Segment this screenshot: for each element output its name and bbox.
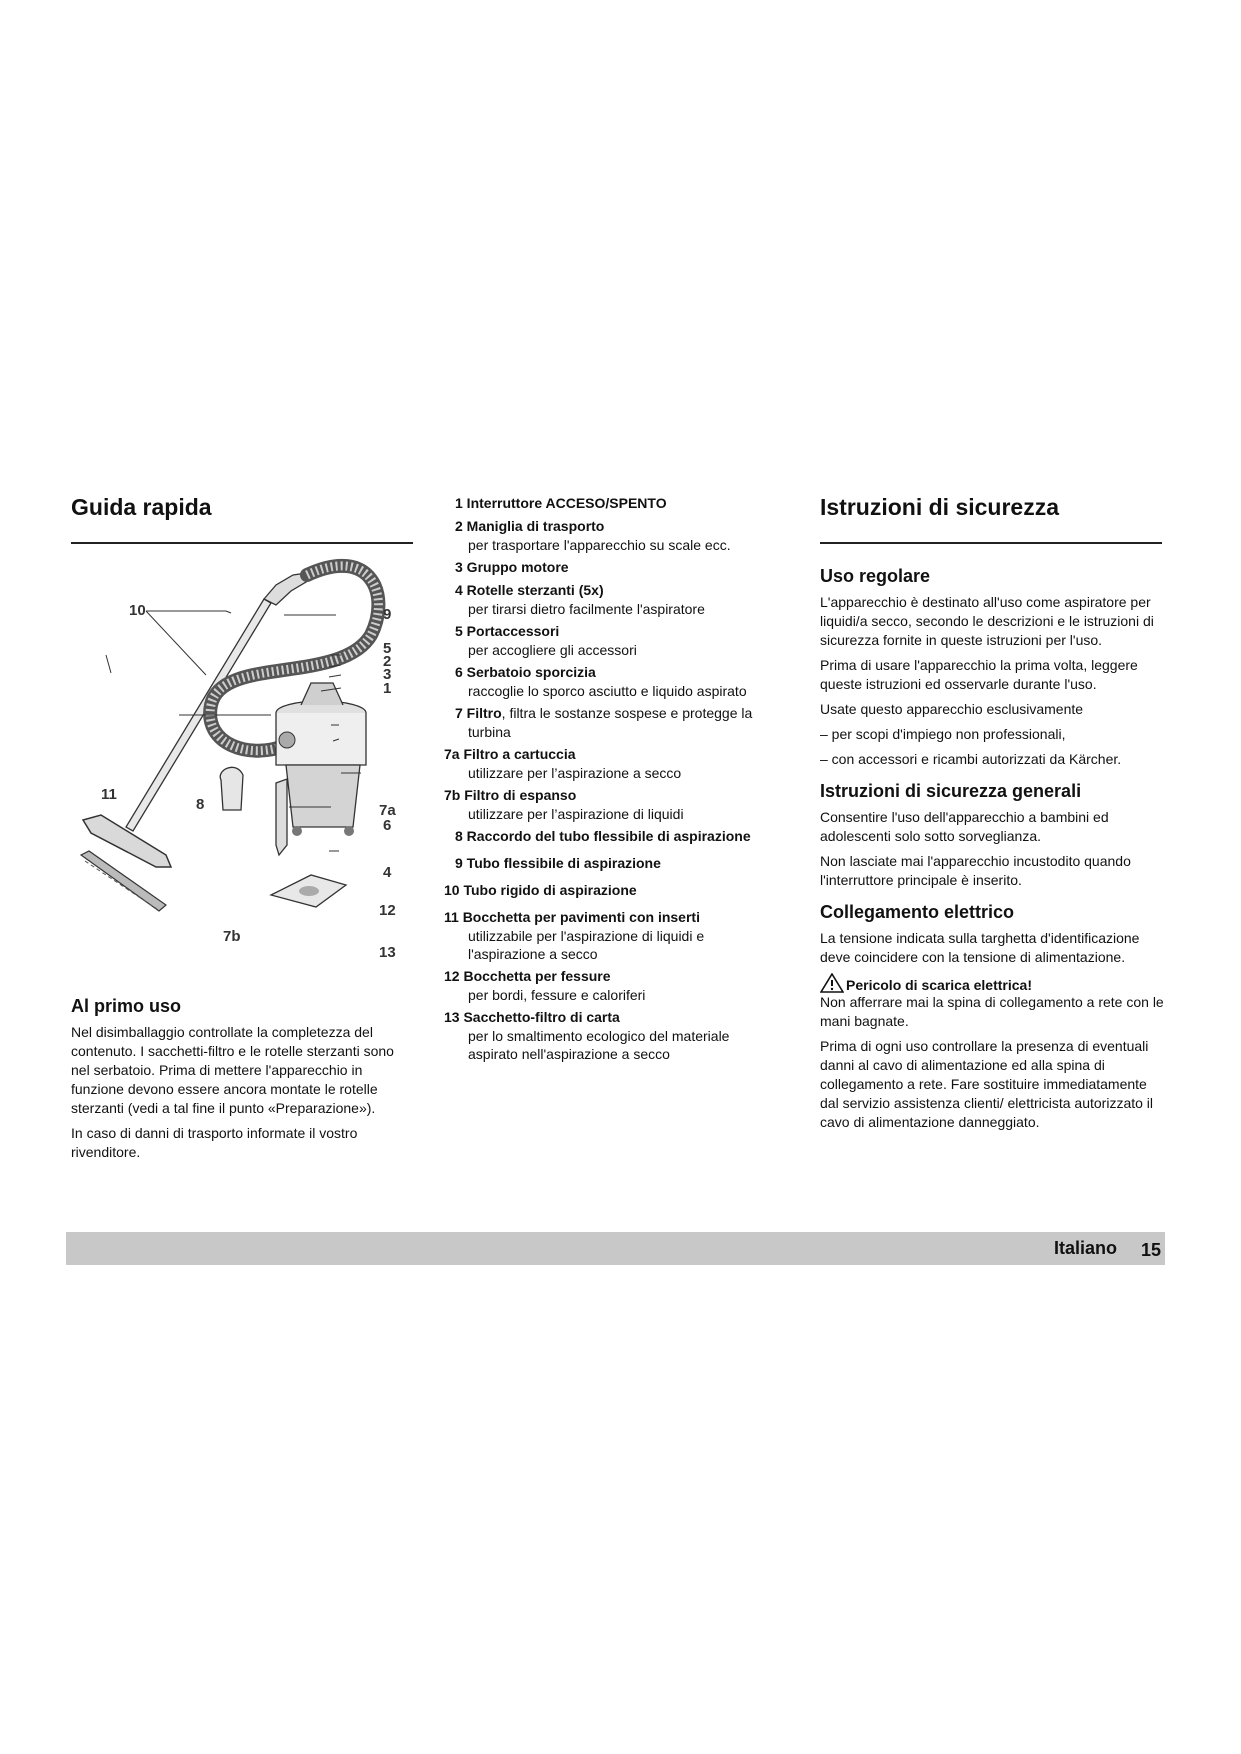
parts-list xyxy=(444,494,794,1067)
part-item-11: 11 Bocchetta per pavimenti con inserti utilizzabile per l'aspirazione di liquidi e l'aspirazione a secco xyxy=(444,909,705,962)
part-item-7: 7 Filtro, filtra le sostanze sospese e protegge la turbina xyxy=(455,705,753,740)
part-item-13: 13 Sacchetto-filtro di carta per lo smaltimento ecologico del materiale aspirato nell'aspirazione a secco xyxy=(444,1009,730,1062)
electrical-heading: Collegamento elettrico xyxy=(820,902,1015,922)
callout-10: 10 xyxy=(129,602,146,619)
page-number: 15 xyxy=(1140,1240,1161,1260)
part-item-5: 5 Portaccessori per accogliere gli accessori xyxy=(455,623,637,658)
footer-language: Italiano xyxy=(1053,1238,1117,1258)
electrical-paragraph-1: La tensione indicata sulla targhetta d'identificazione deve coincidere con la tensione di alimentazione. xyxy=(820,930,1140,965)
proper-use-paragraph-3: Usate questo apparecchio esclusivamente xyxy=(820,701,1084,717)
electric-shock-warning xyxy=(820,973,1165,993)
proper-use-bullet-2: – con accessori e ricambi autorizzati da Kärcher. xyxy=(820,751,1122,767)
electrical-paragraph-2: Non afferrare mai la spina di collegamento a rete con le mani bagnate. xyxy=(820,994,1164,1029)
first-use-paragraph-1: Nel disimballaggio controllate la completezza del contenuto. I sacchetti-filtro e le rotelle sterzanti sono nel serbatoio. Prima di mettere l'apparecchio in funzione devono essere ancora montate le rotelle sterzanti (vedi a tal fine il punto «Preparazione»). xyxy=(71,1024,394,1116)
general-safety-heading: Istruzioni di sicurezza generali xyxy=(820,781,1082,801)
title-divider-right xyxy=(820,542,1162,544)
callout-4: 4 xyxy=(383,864,392,881)
tank-drawing xyxy=(276,683,366,836)
first-use-paragraph-2: In caso di danni di trasporto informate il vostro rivenditore. xyxy=(71,1125,358,1160)
part-item-3: 3 Gruppo motore xyxy=(455,559,569,575)
general-safety-paragraph-1: Consentire l'uso dell'apparecchio a bambini ed adolescenti solo sotto sorveglianza. xyxy=(820,809,1109,844)
callout-12: 12 xyxy=(379,902,396,919)
part-item-12: 12 Bocchetta per fessure per bordi, fessure e caloriferi xyxy=(444,968,646,1003)
callout-2: 2 xyxy=(383,653,392,670)
part-item-2: 2 Maniglia di trasporto per trasportare l'apparecchio su scale ecc. xyxy=(455,518,731,553)
title-divider-left xyxy=(71,542,413,544)
proper-use-paragraph-2: Prima di usare l'apparecchio la prima volta, leggere queste istruzioni ed osservarle durante l'uso. xyxy=(820,657,1138,692)
part-item-9: 9 Tubo flessibile di aspirazione xyxy=(455,855,661,871)
callout-9: 9 xyxy=(383,606,392,623)
part-item-1: 1 Interruttore ACCESO/SPENTO xyxy=(455,495,667,511)
part-item-4: 4 Rotelle sterzanti (5x) per tirarsi dietro facilmente l'aspiratore xyxy=(455,582,705,617)
warning-title: Pericolo di scarica elettrica! xyxy=(846,977,1032,993)
warning-triangle-icon xyxy=(820,973,844,993)
proper-use-heading: Uso regolare xyxy=(820,566,931,586)
callout-7a: 7a xyxy=(379,802,396,819)
callout-1: 1 xyxy=(383,680,392,697)
safety-title: Istruzioni di sicurezza xyxy=(820,494,1059,520)
part-item-8: 8 Raccordo del tubo flessibile di aspirazione xyxy=(455,828,751,844)
vacuum-cleaner-illustration xyxy=(71,555,416,975)
crevice-nozzle-drawing xyxy=(276,779,287,855)
callout-7b: 7b xyxy=(223,928,241,945)
quick-guide-title: Guida rapida xyxy=(71,494,212,520)
foam-filter-drawing xyxy=(220,767,243,810)
part-item-7b: 7b Filtro di espanso utilizzare per l’aspirazione di liquidi xyxy=(444,787,684,822)
proper-use-paragraph-1: L'apparecchio è destinato all'uso come aspiratore per liquidi/a secco, secondo le descrizioni e le istruzioni di sicurezza fornite in queste istruzioni per l'uso. xyxy=(820,594,1154,648)
callout-3: 3 xyxy=(383,666,392,683)
part-item-7a: 7a Filtro a cartuccia utilizzare per l’aspirazione a secco xyxy=(444,746,682,781)
electrical-paragraph-3: Prima di ogni uso controllare la presenza di eventuali danni al cavo di alimentazione ed alla spina di collegamento a rete. Fare sostituire immediatamente dal servizio assistenza clienti/ elettricista autorizzato il cavo di alimentazione danneggiato. xyxy=(820,1038,1154,1130)
footer-bar xyxy=(66,1232,1165,1265)
part-item-10: 10 Tubo rigido di aspirazione xyxy=(444,882,637,898)
first-use-section xyxy=(71,996,411,1168)
part-item-6: 6 Serbatoio sporcizia raccoglie lo sporco asciutto e liquido aspirato xyxy=(455,664,747,699)
callout-11: 11 xyxy=(101,786,117,803)
general-safety-paragraph-2: Non lasciate mai l'apparecchio incustodito quando l'interruttore principale è inserito. xyxy=(820,853,1131,888)
safety-section xyxy=(820,566,1165,1138)
callout-8: 8 xyxy=(196,796,205,813)
first-use-heading: Al primo uso xyxy=(71,996,182,1016)
callout-13: 13 xyxy=(379,944,396,961)
proper-use-bullet-1: – per scopi d'impiego non professionali, xyxy=(820,726,1066,742)
callout-6: 6 xyxy=(383,817,392,834)
floor-nozzle-drawing xyxy=(81,815,171,911)
callout-5: 5 xyxy=(383,640,392,657)
